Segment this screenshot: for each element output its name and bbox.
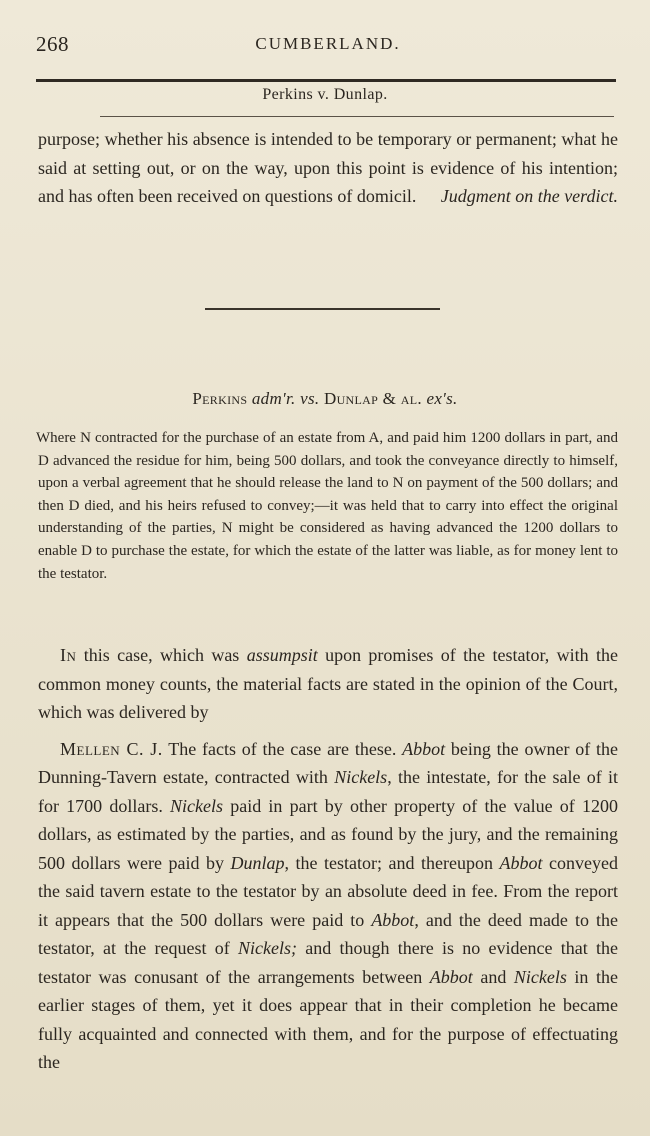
defendant-name: Dunlap <box>324 389 379 408</box>
intro-lead: In <box>60 645 77 665</box>
opinion-text: in the earlier stages of them, yet it does appear that in their completion he became fully acquainted and connected with them, and for the purpose of effectuating the <box>38 966 618 1072</box>
headnote-text: Where N contracted for the purchase of an estate from A, and paid him 1200 dollars in part, and D advanced the residue for him, being 500 dollars, and took the conveyance directly to himself, upon a verbal agreement that he should release the land to N on payment of the 500 dollars; and then D died, and his heirs refused to convey;—it was held that to carry into effect the original understanding of the parties, N might be considered as having advanced the 1200 dollars to enable D to purchase the estate, for which the estate of the latter was liable, as for money lent to the testator. <box>36 430 618 582</box>
opinion-text: paid in part by other property of the value of 1200 dollars, as estimated by the parties, and as found by the jury, and the remaining 500 dollars were paid by <box>38 795 618 873</box>
party-dunlap: Dunlap <box>230 852 285 873</box>
opinion-text: and <box>472 966 514 987</box>
opinion-text: The facts of the case are these. <box>162 738 403 759</box>
opinion-text: conveyed the said tavern estate to the testator by an absolute deed in fee. From the report it appears that the 500 dollars were paid to <box>38 852 619 930</box>
opinion-body <box>38 641 618 1077</box>
party-abbot: Abbot <box>371 909 415 930</box>
intro-text-b: upon promises of the testator, with the common money counts, the material facts are stated in the opinion of the Court, which was delivered by <box>38 645 618 722</box>
headnote <box>38 427 618 585</box>
previous-case-text: purpose; whether his absence is intended to be temporary or permanent; what he said at setting out, or on the way, upon this point is evidence of his intention; and has often been received on questions of domicil. <box>38 129 618 206</box>
versus: vs. <box>300 389 320 408</box>
intro-text-a: this case, which was <box>76 645 247 665</box>
opinion-text: , the intestate, for the sale of it for 1700 dollars. <box>38 767 618 816</box>
party-abbot: Abbot <box>429 966 473 987</box>
party-nickels: Nickels <box>170 795 224 816</box>
plaintiff-role: adm'r. <box>251 389 296 408</box>
intro-paragraph <box>38 641 618 727</box>
defendant-role: ex's. <box>426 389 458 408</box>
opinion-paragraph <box>38 735 618 1077</box>
header-thin-rule <box>100 116 614 117</box>
page-header <box>36 30 620 62</box>
case-running-title: Perkins v. Dunlap. <box>262 86 388 103</box>
judge-name: Mellen C. J. <box>60 738 163 759</box>
opinion-text: being the owner of the Dunning-Tavern estate, contracted with <box>38 738 618 787</box>
party-nickels: Nickels <box>513 966 567 987</box>
opinion-text: , the testator; and thereupon <box>284 852 500 873</box>
page-number: 268 <box>36 32 69 56</box>
judgment-note: Judgment on the verdict. <box>440 186 618 206</box>
opinion-text: and though there is no evidence that the testator was conusant of the arrangements between <box>38 938 618 987</box>
party-nickels: Nickels; <box>238 938 297 958</box>
opinion-text: , and the deed made to the testator, at the request of <box>38 909 619 958</box>
party-abbot: Abbot <box>499 852 543 873</box>
header-rule <box>36 79 616 82</box>
running-head: CUMBERLAND. <box>255 34 401 53</box>
previous-case-ending <box>38 125 618 211</box>
case-title <box>0 389 650 409</box>
assumpsit-term: assumpsit <box>246 645 318 665</box>
section-separator <box>205 308 440 310</box>
party-nickels: Nickels <box>334 767 388 787</box>
plaintiff-name: Perkins <box>192 389 248 408</box>
party-abbot: Abbot <box>402 738 446 759</box>
et-al: & al. <box>382 389 422 408</box>
